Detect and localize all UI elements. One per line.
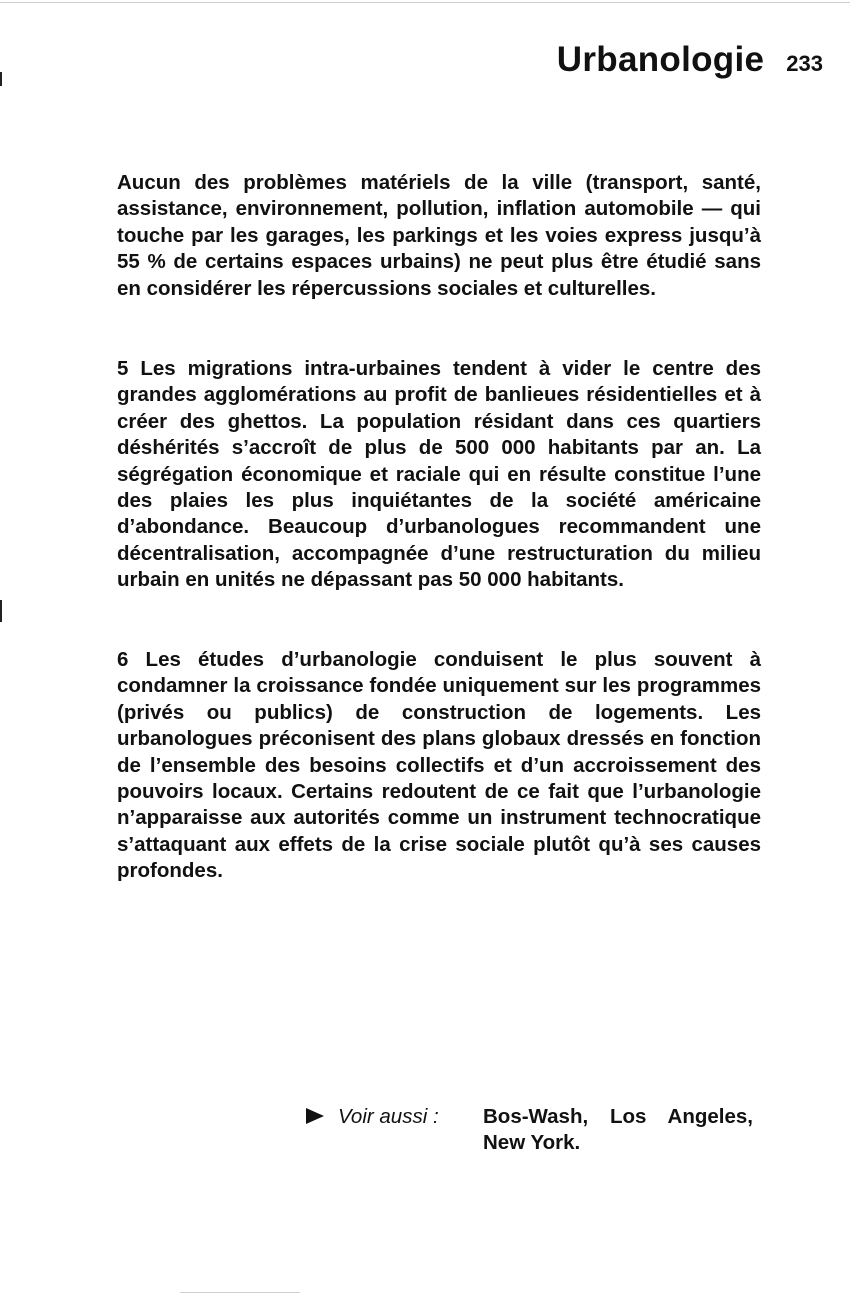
paragraph-6 <box>117 647 761 885</box>
text-run: Aucun des problèmes matériels de la ville (transport, santé, assistance, environnement, pollution, <box>117 171 761 221</box>
paragraph-5 <box>117 356 761 594</box>
see-also <box>306 1104 753 1154</box>
text-run: — qui touche par les garages, les parkings et les voies express jusqu’à 55 % de certains espaces urbains) ne peut plus être étudié sans en considérer les <box>117 197 761 300</box>
key-term: ne dépassant pas 50 000 habitants. <box>281 568 624 592</box>
paragraph-number: 6 <box>117 648 129 671</box>
key-term: décentralisation, <box>117 541 280 565</box>
triangle-right-icon <box>306 1108 324 1124</box>
text-run: s’attaquant aux effets de la crise sociale plutôt qu’à ses causes profondes. <box>117 832 761 883</box>
key-term: migrations intra-urbaines <box>187 357 442 380</box>
text-run: Les <box>128 357 188 380</box>
key-term: répercussions sociales et culturelles. <box>291 276 656 300</box>
key-term: instrument technocratique <box>500 806 762 830</box>
text-run: Certains redoutent de ce fait que l’urbanologie n’apparaisse aux autorités comme un <box>117 780 761 830</box>
key-term: inflation automobile <box>496 197 694 221</box>
key-term: ghettos. <box>227 409 308 433</box>
bottom-edge-line <box>180 1292 300 1293</box>
paragraph-1 <box>117 170 761 302</box>
top-edge-line <box>0 2 850 3</box>
scan-edge-mark <box>0 72 2 86</box>
page-number: 233 <box>786 51 823 76</box>
text-run: qui en résulte constitue l’une des plaies les plus inquiétantes de la société américaine d’abondance. Beaucoup d’urbanologues recommandent une <box>117 462 761 539</box>
key-term: accroissement des pouvoirs locaux. <box>117 753 761 804</box>
see-also-references: Bos-Wash, Los Angeles, New York. <box>483 1105 753 1154</box>
text-run: tendent à vider le centre des grandes agglomérations au profit de banlieues résidentielles et à créer des <box>117 357 762 433</box>
text-run: accompagnée d’une restructuration du milieu urbain en unités <box>117 541 761 592</box>
page-title: Urbanologie <box>556 40 765 79</box>
see-also-label: Voir aussi : <box>338 1105 439 1128</box>
text-run: Les urbanologues préconisent des <box>117 700 761 751</box>
page-header <box>557 40 823 80</box>
text-run: La population résidant dans ces quartiers déshérités s’accroît de plus de 500 000 habitants par an. La <box>117 409 762 460</box>
key-term: construction de logements. <box>401 700 704 724</box>
text-run: dressés en fonction de l’ensemble des besoins collectifs et d’un <box>117 727 762 777</box>
key-term: ségrégation économique et raciale <box>117 462 461 486</box>
scan-edge-mark <box>0 600 2 622</box>
paragraph-number: 5 <box>117 357 129 380</box>
key-term: plans globaux <box>422 727 561 751</box>
text-run: Les études d’urbanologie conduisent le plus souvent à condamner la croissance fondée uniquement sur les programmes (privés ou publics) de <box>117 648 761 724</box>
